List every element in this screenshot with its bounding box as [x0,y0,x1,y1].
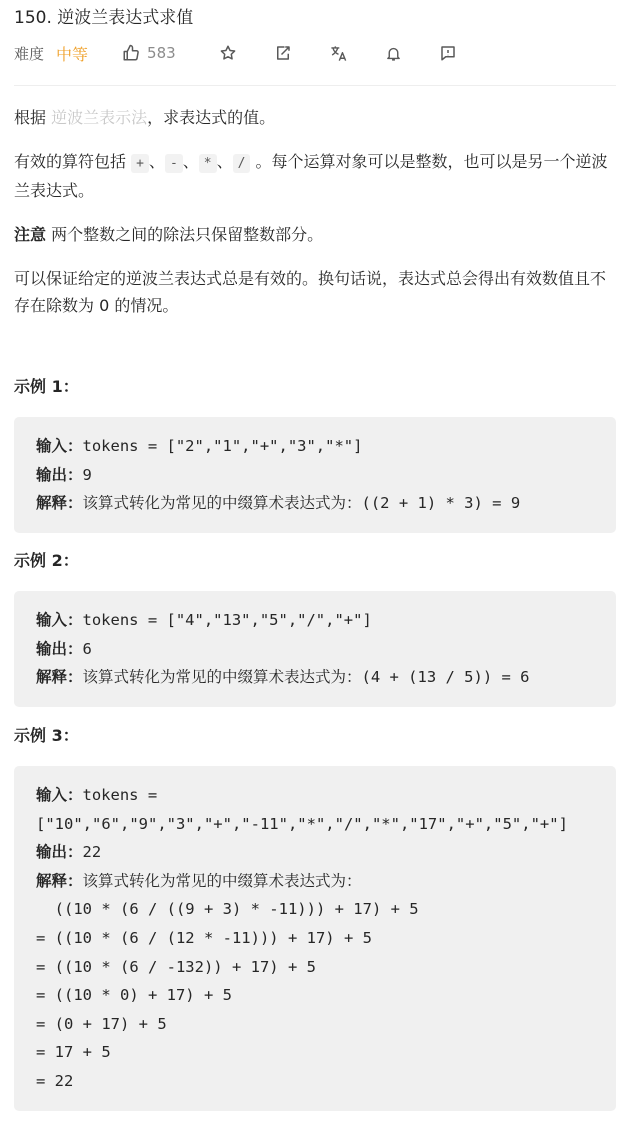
share-button[interactable] [272,42,294,64]
input-value: tokens = ["2","1","+","3","*"] [82,437,363,455]
favorite-button[interactable] [217,42,239,64]
difficulty-label: 难度 [14,44,45,63]
description-paragraph-4: 可以保证给定的逆波兰表达式总是有效的。换句话说，表达式总会得出有效数值且不存在除数为 0 的情况。 [14,269,607,315]
bell-icon [385,45,402,62]
text: 根据 [14,108,52,127]
problem-description [14,104,616,319]
subscribe-button[interactable] [382,42,404,64]
example-3-block [14,766,616,1111]
problem-title: 150. 逆波兰表达式求值 [14,8,194,28]
example-3-title: 示例 3： [14,726,79,745]
text: ，求表达式的值。 [147,108,276,127]
output-value: 9 [82,465,92,484]
input-value: tokens = [82,786,167,804]
step-line: = ((10 * (6 / -132)) + 17) + 5 [36,957,316,976]
operator-divide: / [233,154,251,173]
operator-plus: + [131,154,149,173]
share-icon [274,44,292,62]
separator: 、 [182,152,199,171]
output-value: 6 [82,639,92,658]
like-count: 583 [147,44,176,62]
operator-multiply: * [199,154,217,173]
explain-text: 该算式转化为常见的中缀算术表达式为： [82,871,362,890]
step-line: ((10 * (6 / ((9 + 3) * -11))) + 17) + 5 [36,900,419,919]
input-value: tokens = ["4","13","5","/","+"] [82,611,372,629]
star-icon [219,44,237,62]
text: 有效的算符包括 [14,152,132,171]
description-paragraph-1 [14,104,616,131]
example-1-block [14,417,616,533]
like-button[interactable] [122,44,176,62]
translate-button[interactable] [327,42,349,64]
step-line: = ((10 * (6 / (12 * -11))) + 17) + 5 [36,928,372,947]
step-line: = ((10 * 0) + 17) + 5 [36,986,232,1005]
note-label: 注意 [14,225,47,244]
output-label: 输出： [36,843,83,862]
output-value: 22 [82,843,102,862]
feedback-icon [439,44,457,62]
example-2-title: 示例 2： [14,551,79,570]
translate-icon [329,44,348,63]
thumbs-up-icon [122,44,140,62]
explain-label: 解释： [36,871,83,890]
step-line: = (0 + 17) + 5 [36,1014,167,1033]
example-2-block [14,591,616,707]
text: 两个整数之间的除法只保留整数部分。 [46,225,324,244]
explain-text: 该算式转化为常见的中缀算术表达式为：(4 + (13 / 5)) = 6 [82,668,530,687]
output-label: 输出： [36,465,83,484]
problem-meta [14,40,176,66]
operator-minus: - [165,154,183,173]
input-label: 输入： [36,786,83,804]
example-1-title: 示例 1： [14,377,79,396]
input-label: 输入： [36,437,83,455]
difficulty-badge: 中等 [56,44,89,64]
output-label: 输出： [36,639,83,658]
input-value-continued: ["10","6","9","3","+","-11","*","/","*","17","+","5","+"] [36,814,568,833]
text: 。每个运算对象可以是整数，也可以是另一个逆波兰表达式。 [14,152,608,200]
step-line: = 17 + 5 [36,1043,111,1062]
rpn-link[interactable]: 逆波兰表示法 [51,108,148,127]
feedback-button[interactable] [437,42,459,64]
note-paragraph [14,221,616,248]
separator: 、 [216,152,233,171]
separator: 、 [148,152,165,171]
step-line: = 22 [36,1071,74,1090]
input-label: 输入： [36,611,83,629]
explain-text: 该算式转化为常见的中缀算术表达式为：((2 + 1) * 3) = 9 [82,494,521,513]
header-divider [14,85,616,86]
description-paragraph-2 [14,148,616,204]
explain-label: 解释： [36,668,83,687]
explain-label: 解释： [36,494,83,513]
